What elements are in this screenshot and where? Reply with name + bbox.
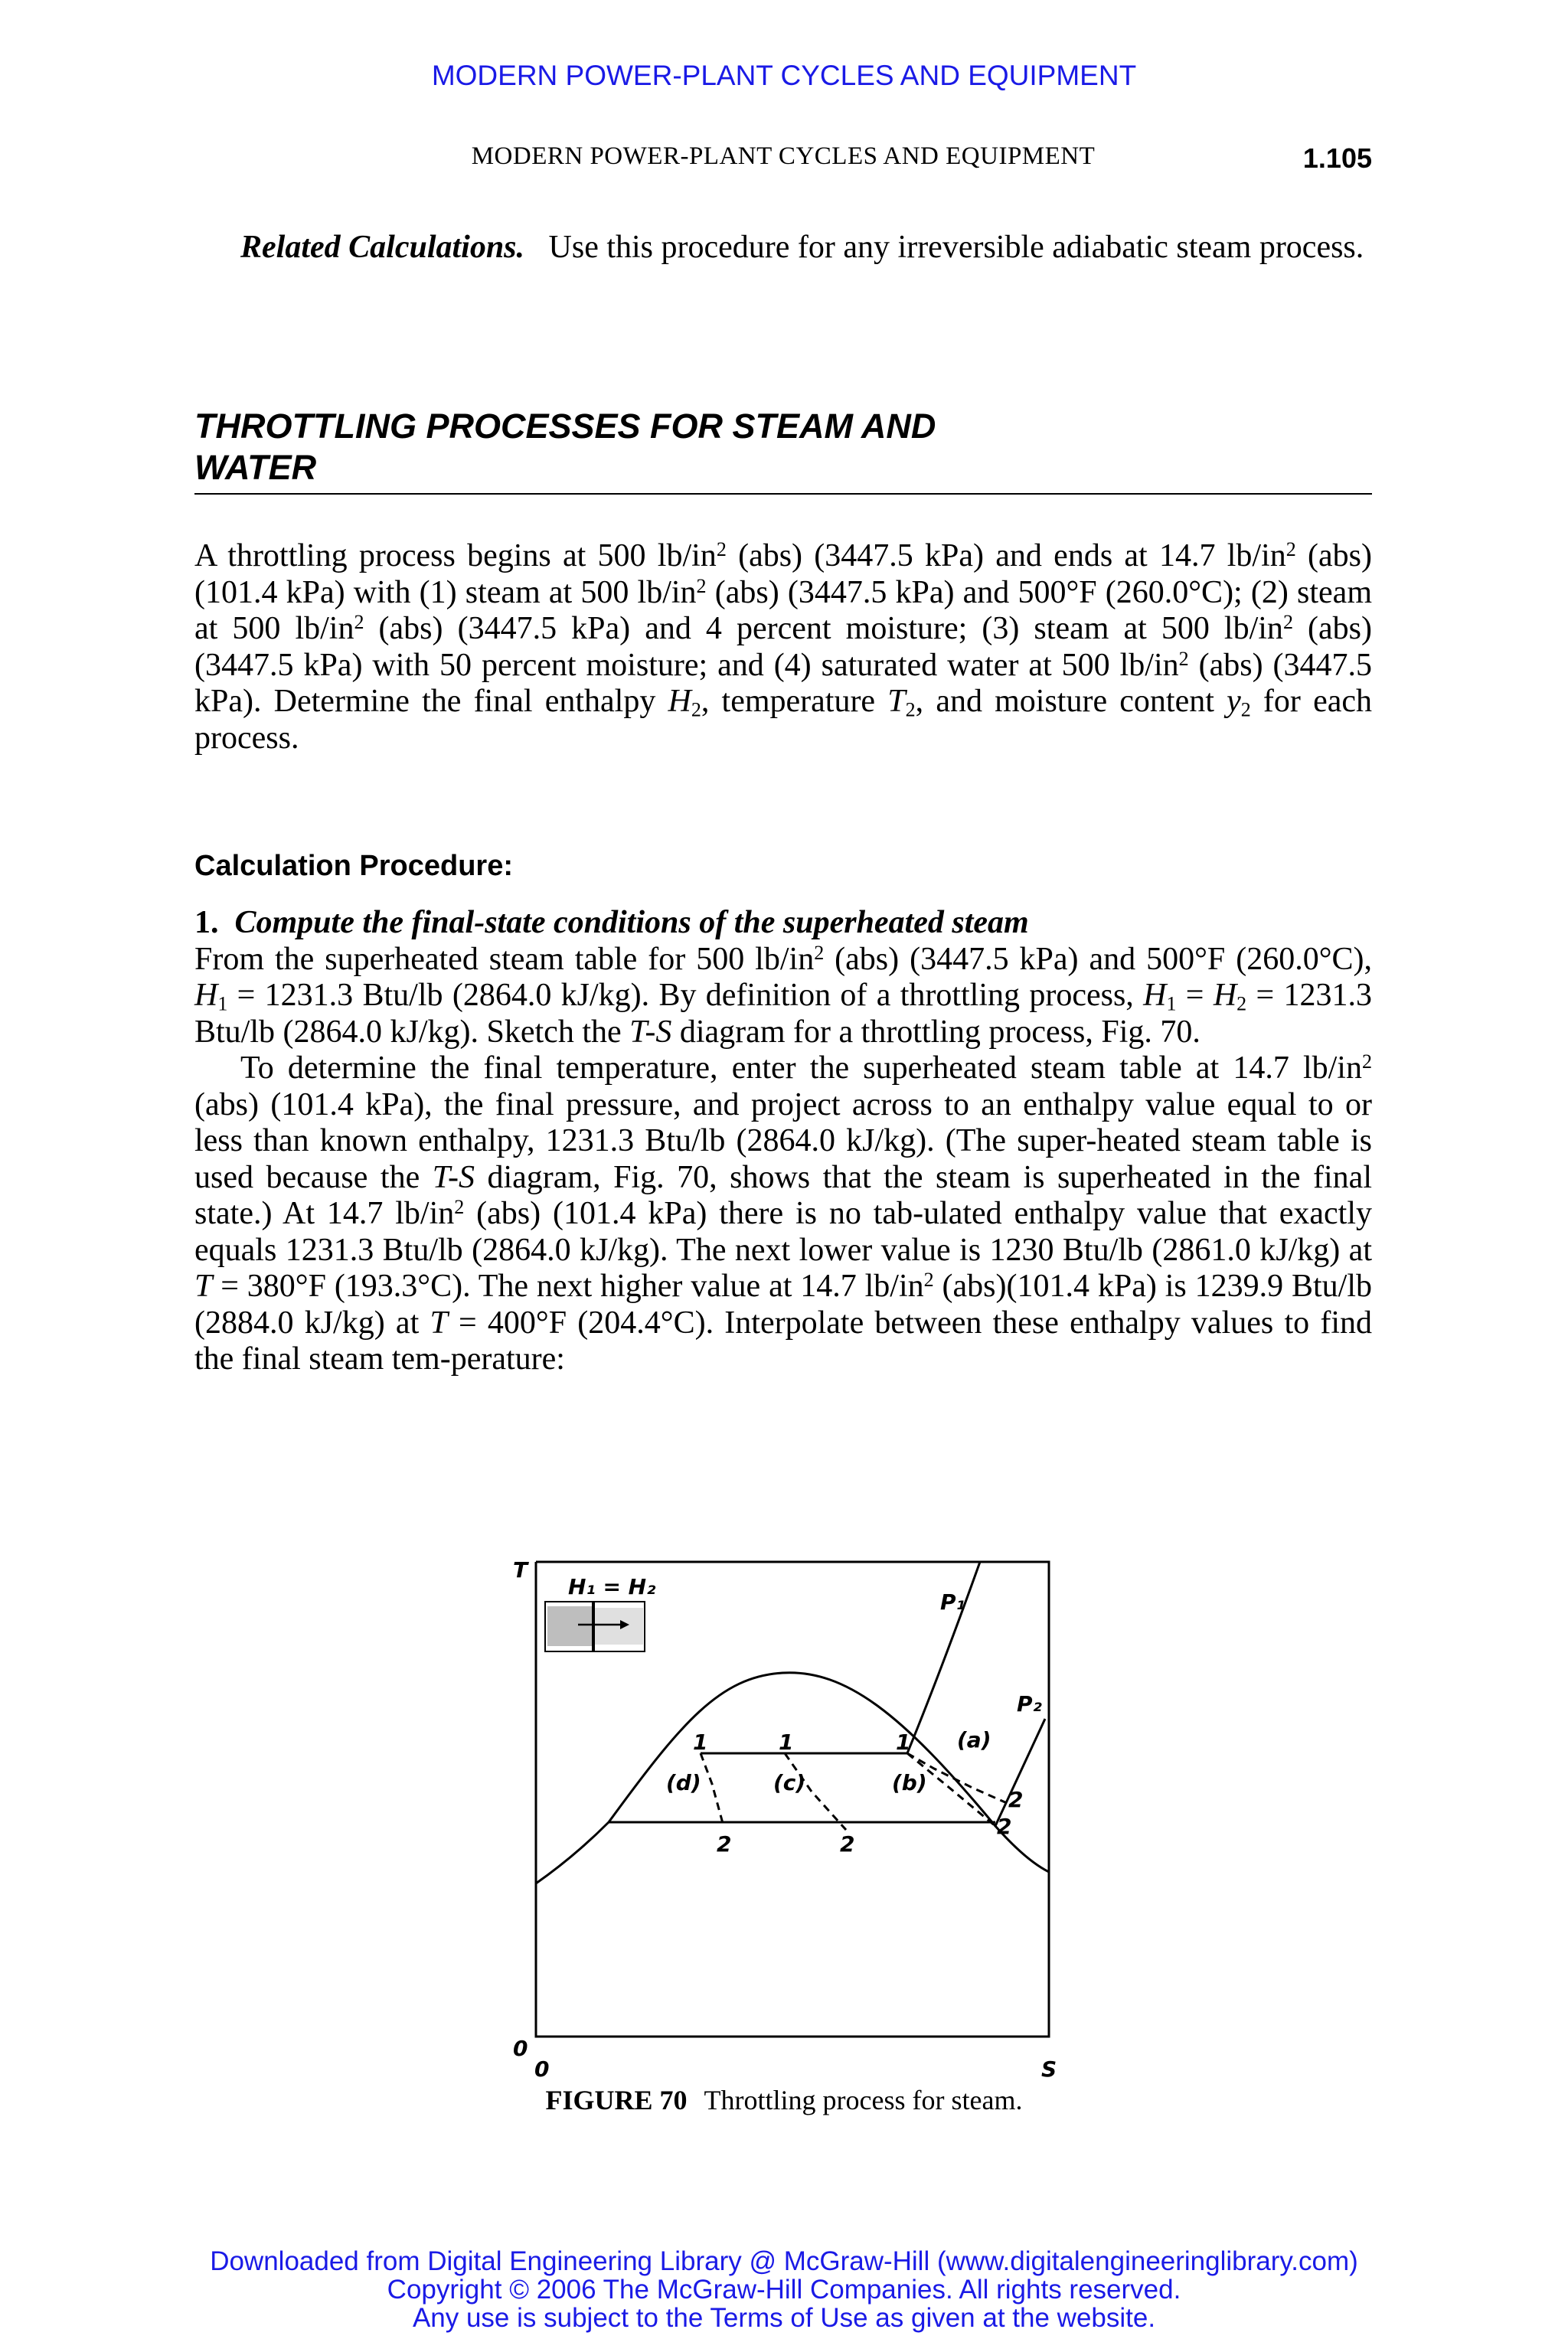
running-head-title: MODERN POWER-PLANT CYCLES AND EQUIPMENT: [471, 142, 1096, 170]
footer-line-3: Any use is subject to the Terms of Use as given at the website.: [412, 2303, 1156, 2333]
process-b-label: (b): [892, 1770, 927, 1795]
p2-label: P₂: [1017, 1691, 1042, 1717]
point-1-c: 1: [779, 1730, 794, 1755]
throttle-valve-icon: [545, 1602, 645, 1651]
saturated-liquid-line: [536, 1822, 609, 1883]
problem-statement: A throttling process begins at 500 $lb/in^2$ (abs) (3447.5 kPa) and ends at 14.7 $lb/in^2$ (abs) (101.4 kPa) with (1) steam at 500 $lb/in^2$ (abs) (3447.5 kPa) and 500°F (260.0°C); (2) steam at 500 $lb/in^2$ (abs) (3447.5 kPa) and 4 percent moisture; (3) steam at 500 $lb/in^2$ (abs) (3447.5 kPa) with 50 percent moisture; and (4) saturated water at 500 $lb/in^2$ (abs) (3447.5 kPa). Determine the final enthalpy $H_2$, temperature $T_2$, and moisture content $y_2$ for each process.: [194, 537, 1372, 756]
section-title-line-2: WATER: [194, 448, 317, 487]
figure-caption-text: Throttling process for steam.: [704, 2085, 1023, 2115]
point-1-d: 1: [693, 1730, 708, 1755]
related-calculations-label: Related Calculations.: [240, 230, 525, 265]
process-a-label: (a): [957, 1727, 991, 1753]
related-calculations-paragraph: [194, 230, 1372, 266]
origin-x-label: 0: [534, 2056, 550, 2082]
page-number: 1.105: [1302, 142, 1372, 174]
header-banner-link[interactable]: MODERN POWER-PLANT CYCLES AND EQUIPMENT: [431, 60, 1137, 91]
section-title: [194, 406, 1372, 488]
axis-s-label: S: [1041, 2056, 1057, 2082]
enthalpy-equality-label: H₁ = H₂: [568, 1574, 656, 1599]
footer-line-2: Copyright © 2006 The McGraw-Hill Companies. All rights reserved.: [387, 2275, 1181, 2305]
footer-notice[interactable]: [0, 2247, 1568, 2332]
process-d-path: [701, 1753, 724, 1826]
figure-70-ts-diagram: [505, 1547, 1064, 2082]
figure-caption: [0, 2084, 1568, 2116]
footer-line-1[interactable]: Downloaded from Digital Engineering Library @ McGraw-Hill (www.digitalengineeringlibrary.com): [210, 2246, 1358, 2276]
process-d-label: (d): [666, 1770, 701, 1795]
point-2-b: 2: [997, 1814, 1012, 1839]
point-2-c: 2: [840, 1831, 855, 1857]
point-1-b: 1: [896, 1730, 911, 1755]
step-1-heading: 1. Compute the final-state conditions of the superheated steam: [194, 905, 1029, 940]
step-1-paragraph: [194, 905, 1372, 1378]
origin-y-label: 0: [513, 2036, 528, 2061]
section-title-line-1: THROTTLING PROCESSES FOR STEAM AND: [194, 407, 936, 446]
point-2-a: 2: [1008, 1787, 1024, 1812]
step-1-interpolation-text: To determine the final temperature, enter the superheated steam table at 14.7 $lb/in^2$ (abs) (101.4 kPa), the final pressure, and project across to an enthalpy value equal to or less than known enthalpy, 1231.3 Btu/lb (2864.0 kJ/kg). (The super-heated steam table is used because the T-S diagram, Fig. 70, shows that the steam is superheated in the final state.) At 14.7 $lb/in^2$ (abs) (101.4 kPa) there is no tab-ulated enthalpy value that exactly equals 1231.3 Btu/lb (2864.0 kJ/kg). The next lower value is 1230 Btu/lb (2861.0 kJ/kg) at T = 380°F (193.3°C). The next higher value at 14.7 $lb/in^2$ (abs)(101.4 kPa) is 1239.9 Btu/lb (2884.0 kJ/kg) at T = 400°F (204.4°C). Interpolate between these enthalpy values to find the final steam tem-perature:: [194, 1050, 1372, 1377]
point-2-d: 2: [717, 1831, 732, 1857]
related-calculations-text: Use this procedure for any irreversible adiabatic steam process.: [548, 230, 1364, 265]
section-rule: [194, 493, 1372, 495]
step-1-body: From the superheated steam table for 500 $lb/in^2$ (abs) (3447.5 kPa) and 500°F (260.0°C), $H_1 = 1231.3$ Btu/lb (2864.0 kJ/kg). By definition of a throttling process, $H_1 = H_2 = 1231.3$ Btu/lb (2864.0 kJ/kg). Sketch the T-S diagram for a throttling process, Fig. 70.: [194, 941, 1372, 1050]
figure-caption-label: FIGURE 70: [545, 2085, 688, 2115]
calculation-procedure-heading: Calculation Procedure:: [194, 850, 513, 882]
axis-t-label: T: [513, 1557, 528, 1583]
process-c-label: (c): [773, 1770, 806, 1795]
p1-label: P₁: [940, 1589, 965, 1615]
